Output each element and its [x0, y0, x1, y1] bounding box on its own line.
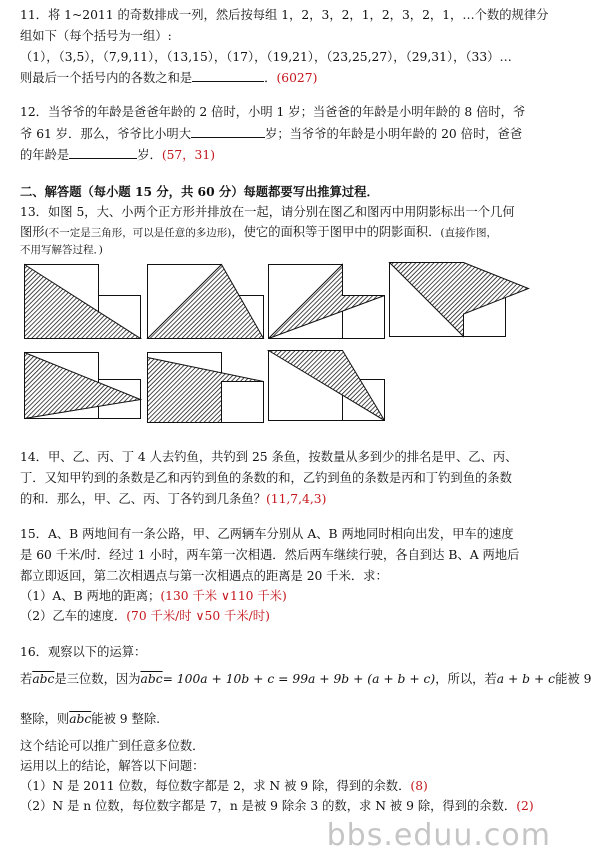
q13-line-2 [20, 223, 497, 242]
q16-sub-2 [20, 797, 534, 815]
figure-6 [147, 352, 264, 424]
q12-line-2b: 岁；当爷爷的年龄是小明年龄的 20 倍时，爸爸 [265, 127, 523, 141]
q11-answer: (6027) [276, 71, 318, 85]
q12-line-2a: 爷 61 岁．那么，爷爷比小明大 [20, 127, 192, 141]
figure-6-shaded-polygon [148, 358, 264, 423]
watermark: bbs.eduu.com [326, 818, 551, 853]
figure-4 [389, 262, 529, 344]
q16-sub-1-answer: (8) [410, 779, 428, 793]
q13-note-2: (直接作图， [440, 227, 497, 239]
figure-3-shaded-polygon [269, 265, 385, 339]
figure-7 [268, 350, 385, 422]
q13-line-1: 13．如图 5，大、小两个正方形并排放在一起，请分别在图乙和图丙中用阴影标出一个几何 [20, 205, 515, 219]
q16-line-4: 这个结论可以推广到任意多位数． [20, 739, 205, 753]
q16-line-2f: 能被 9 [555, 672, 591, 686]
q13-line-2b: ，使它的面积等于图甲中的阴影面积． [231, 225, 441, 239]
q16-sub-2-text: （2）N 是 n 位数，每位数字都是 7，n 是被 9 除余 3 的数，求 N 被 9 除，得到的余数． [20, 799, 517, 813]
q16-line-1: 16．观察以下的运算： [20, 645, 147, 659]
q15-sub-1-text: （1）A、B 两地的距离； [20, 589, 161, 603]
q16-sub-1-text: （1）N 是 2011 位数，每位数字都是 2，求 N 被 9 除，得到的余数． [20, 779, 411, 793]
q12-line-1: 12．当爷爷的年龄是爸爸年龄的 2 倍时，小明 1 岁；当爸爸的年龄是小明年龄的 8 倍时，爷 [20, 105, 526, 119]
q12-blank-2 [69, 145, 137, 159]
q11-line-3: （1），（3,5），（7,9,11），（13,15），（17），（19,21），（23,25,27），（29,31），（33）… [20, 50, 512, 64]
q12-line-2 [20, 124, 522, 143]
q16-sum: a + b + c [496, 672, 556, 686]
q15-line-3: 都立即返回，第二次相遇点与第一次相遇点的距离是 20 千米．求： [20, 569, 388, 583]
q14-line-3-text: 的和．那么，甲、乙、丙、丁各钓到几条鱼？ [20, 492, 266, 506]
figure-7-shaded-triangle [269, 351, 385, 421]
q11-line-2: 组如下（每个括号为一组）: [20, 29, 172, 43]
figure-3 [268, 264, 385, 346]
q13-line-2a: 图形 [20, 225, 45, 239]
q13-note-1: (不一定是三角形，可以是任意的多边形) [44, 227, 232, 239]
q15-line-2: 是 60 千米/时．经过 1 小时，两车第一次相遇．然后两车继续行驶，各自到达 B、A 两地后 [20, 548, 520, 562]
q11-line-1: 11．将 1~2011 的奇数排成一列，然后按每组 1，2，3，2，1，2，3，2，1，…个数的规律分 [20, 8, 549, 22]
figure-4-shaded-polygon [390, 263, 529, 337]
q13-note-3: 不用写解答过程．) [20, 244, 103, 256]
figure-2 [147, 264, 264, 346]
figure-6-small-square [222, 382, 264, 423]
figure-2-shaded-triangle [148, 265, 264, 339]
q16-sub-1 [20, 777, 428, 795]
q16-abc-2: $\overline{abc}$ [140, 672, 163, 686]
q16-abc-3: $\overline{abc}$ [69, 712, 92, 726]
q14-line-2: 丁．又知甲钓到的条数是乙和丙钓到鱼的条数的和，乙钓到鱼的条数是丙和丁钓到鱼的条数 [20, 471, 512, 485]
q16-line-5: 运用以上的结论，解答以下问题： [20, 759, 205, 773]
q16-line-3 [20, 710, 160, 728]
q16-abc-1: $\overline{abc}$ [32, 672, 55, 686]
figure-5-shaded-triangle [25, 353, 141, 419]
q12-answer: (57，31) [161, 148, 215, 162]
figure-1-shaded-triangle [25, 265, 141, 339]
q14-answer: (11,7,4,3) [265, 492, 327, 506]
q16-line-3b: 能被 9 整除. [91, 712, 161, 726]
section-2-title: 二、解答题（每小题 15 分，共 60 分）每题都要写出推算过程． [20, 184, 379, 199]
q15-sub-2 [20, 607, 270, 625]
q16-sub-2-answer: (2) [516, 799, 534, 813]
q16-line-2 [20, 670, 591, 688]
q16-line-2d: ，所以，若 [435, 672, 497, 686]
figure-5 [24, 352, 141, 420]
q15-sub-1 [20, 587, 287, 605]
q14-line-3 [20, 490, 326, 508]
q11-line-4-text: 则最后一个括号内的各数之和是 [20, 71, 193, 85]
q16-line-2b: 是三位数，因为 [54, 672, 141, 686]
q14-line-1: 14．甲、乙、丙、丁 4 人去钓鱼，共钓到 25 条鱼，按数量从多到少的排名是甲、乙、丙、 [20, 450, 518, 464]
q16-formula: = 100a + 10b + c = 99a + 9b + (a + b + c) [162, 672, 436, 686]
q15-sub-2-answer: (70 千米/时 ∨50 千米/时) [126, 609, 270, 623]
q15-sub-2-text: （2）乙车的速度． [20, 609, 127, 623]
q15-line-1: 15．A、B 两地间有一条公路，甲、乙两辆车分别从 A、B 两地同时相向出发，甲车的速度 [20, 527, 514, 541]
q12-line-3a: 的年龄是 [20, 148, 70, 162]
q16-line-3a: 整除，则 [20, 712, 70, 726]
q16-line-2a: 若 [20, 672, 33, 686]
q12-blank-1 [191, 124, 265, 138]
q12-line-3 [20, 145, 215, 164]
q12-line-3b: 岁． [137, 148, 162, 162]
q15-sub-1-answer: (130 千米 ∨110 千米) [160, 589, 287, 603]
q11-line-4: 则最后一个括号内的各数之和是 ．(6027) [20, 68, 317, 87]
q11-answer-blank [192, 68, 264, 82]
figure-1 [24, 264, 141, 346]
